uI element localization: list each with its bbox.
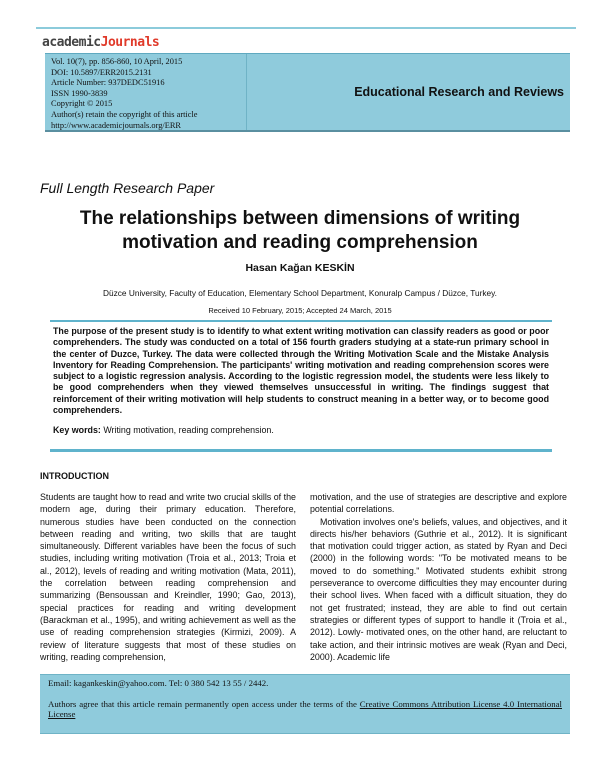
- article-title: The relationships between dimensions of writing motivation and reading comprehension: [79, 208, 521, 253]
- journal-name: Educational Research and Reviews: [354, 85, 564, 99]
- received-dates: Received 10 February, 2015; Accepted 24 March, 2015: [208, 306, 392, 315]
- header-rule: [36, 27, 576, 29]
- author-name: Hasan Kağan KESKİN: [245, 262, 355, 274]
- paragraph: Motivation involves one's beliefs, values, and objectives, and it directs his/her behaviors (Guthrie et al., 2012). It is significant that motivation could trigger action, as stated by Ryan and Deci (2000) in the following words: "To be motivated means to be moved to do something." Motivated students exhibit strong perseverance to overcome difficulties they may encounter during their school lives. When faced with a difficult situation, they do not get frustrated; instead, they are able to find out certain strategies or different types of support to handle it (Troia et al., 2012). Lowly- motivated ones, on the other hand, are reluctant to take action, and their intrinsic motives are weak (Ryan and Deci, 2000). Academic life: [310, 516, 567, 662]
- keywords: [53, 425, 549, 435]
- doi-line: DOI: 10.5897/ERR2015.2131: [51, 67, 152, 77]
- license-link[interactable]: Creative Commons Attribution License 4.0 International License: [48, 698, 562, 719]
- contact-info: Email: kagankeskin@yahoo.com. Tel: 0 380 542 13 55 / 2442.: [48, 678, 269, 688]
- rights-line: Author(s) retain the copyright of this article: [51, 109, 198, 119]
- citation-info: [45, 54, 247, 130]
- affiliation: Düzce University, Faculty of Education, Elementary School Department, Konuralp Campus / Düzce, Turkey.: [103, 288, 497, 298]
- publisher-logo: academicJournals: [42, 35, 160, 50]
- section-heading: INTRODUCTION: [40, 471, 109, 481]
- article-type: Full Length Research Paper: [40, 180, 215, 196]
- license-note: Authors agree that this article remain permanently open access under the terms of the Creative Commons Attribution License 4.0 International License: [48, 698, 562, 719]
- footer-box: [40, 674, 570, 734]
- right-column: [310, 491, 567, 663]
- issn-line: ISSN 1990-3839: [51, 88, 108, 98]
- article-number-line: Article Number: 937DEDC51916: [51, 78, 165, 88]
- volume-line: Vol. 10(7), pp. 856-860, 10 April, 2015: [51, 57, 183, 66]
- abstract-box: [50, 320, 552, 452]
- journal-info-box: [45, 53, 570, 132]
- left-column: [40, 491, 296, 663]
- keywords-text: Writing motivation, reading comprehension.: [103, 425, 274, 436]
- paragraph: Students are taught how to read and write two crucial skills of the modern age, during their primary education. Therefore, numerous studies have been conducted on the connection between reading and writing, two skills that are taught simultaneously. Different variables have been the focus of such studies, including writing motivation (Troia et al., 2013; Troia et al., 2012), levels of reading and writing motivation (Mata, 2011), the correlation between reading comprehension and summarizing (Bensoussan and Kreindler, 1990; Gao, 2013), special practices for reading and writing development (Barackman et al., 1995), and writing achievement as well as the use of reading comprehension strategies (Kirmizi, 2009). A review of literature suggests that most of these studies on writing, reading comprehension,: [40, 492, 296, 662]
- journal-url[interactable]: http://www.academicjournals.org/ERR: [51, 120, 182, 130]
- copyright-line: Copyright © 2015: [51, 99, 113, 109]
- keywords-label: Key words:: [53, 425, 101, 436]
- abstract-text: The purpose of the present study is to identify to what extent writing motivation can classify readers as good or poor comprehenders. The study was conducted on a total of 156 fourth graders studying at a state-run primary school in the center of Duzce, Turkey. The data were collected through the Writing Motivation Scale and the Mistake Analysis Inventory for Reading Comprehension. The participants' writing motivation and reading comprehension scores were subject to a logistic regression analysis. According to the logistic regression model, the students were less likely to be good comprehenders when they viewed themselves unsuccessful in writing. The findings suggest that reinforcement of their writing motivation will help students to construct meaning in a better way, or to become good comprehenders.: [53, 326, 549, 416]
- paragraph: motivation, and the use of strategies are descriptive and explore potential correlations.: [310, 492, 567, 515]
